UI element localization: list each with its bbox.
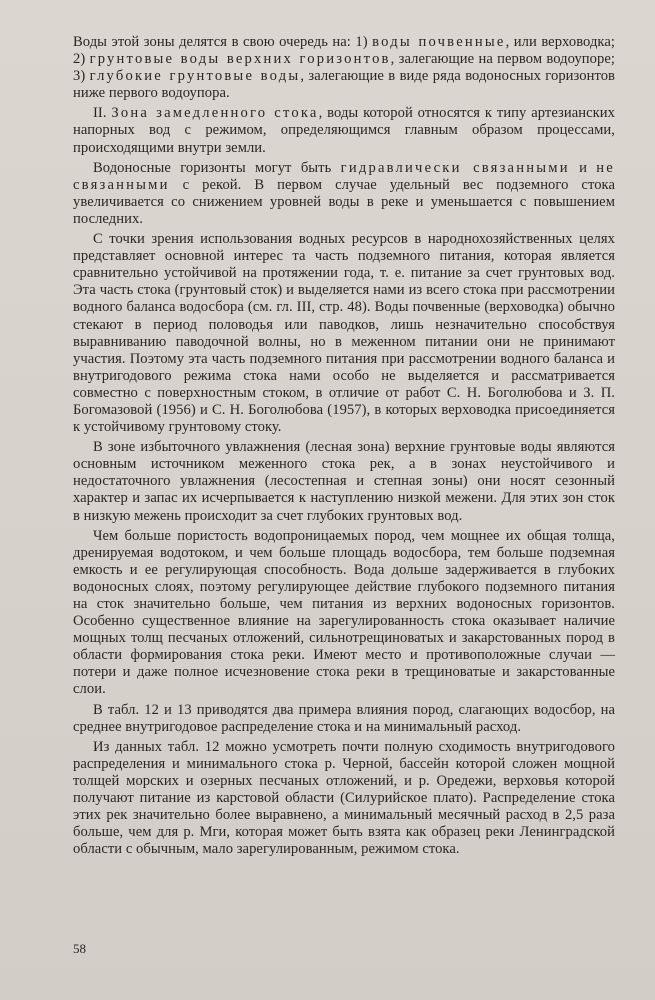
text-run: с рекой. В первом случае удельный вес подземного стока увеличивается со снижением уровней воды в реке и уменьшается с повышением последних. [73,176,615,227]
text-run: , или верховодка; 2) [73,34,615,68]
text-run: Водоносные горизонты могут быть [93,159,341,176]
paragraph-6 [73,528,615,699]
paragraph-3 [73,160,615,228]
spaced-term: воды почвенные [372,34,506,50]
text-run: , воды которой относятся к типу артезианских напорных вод с режимом, определяющимся главным образом процессами, происходящими внутри земли. [73,105,615,156]
paragraph-4 [73,231,615,436]
spaced-term: не связанными [73,159,615,193]
spaced-term: гидравлически связанными [340,159,570,176]
text-run: , залегающие на первом водоупоре; 3) [73,51,615,85]
paragraph-2 [73,105,615,156]
spaced-term: грунтовые воды верхних горизонтов [89,51,391,68]
text-run: , залегающие в виде ряда водоносных горизонтов ниже первого водоупора. [73,68,615,102]
text-run: Воды этой зоны делятся в свою очередь на: 1) [73,34,373,50]
text-run: В табл. 12 и 13 приводятся два примера влияния пород, слагающих водосбор, на среднее внутригодовое распределение стока и на минимальный расход. [73,701,615,735]
spaced-term: глубокие грунтовые воды [89,68,301,85]
paragraph-1 [73,34,615,102]
paragraph-5 [73,439,615,524]
text-run: Из данных табл. 12 можно усмотреть почти полную сходимость внутригодового распределения и минимального стока р. Черной, бассейн которой сложен мощной толщей морских и озерных песчаных отложений, и р. Оредежи, верховья которой получают питание из карстовой области (Силурийское плато). Распределение стока этих рек значительно более выравнено, а минимальный месячный расход в 2,5 раза больше, чем для р. Мги, которая может быть взята как образец реки Ленинградской области с обычным, мало зарегулированным, режимом стока. [73,738,615,858]
paragraph-7 [73,702,615,736]
spaced-term: Зона замедленного стока [111,105,319,122]
text-run: В зоне избыточного увлажнения (лесная зона) верхние грунтовые воды являются основным источником меженного стока рек, а в зонах неустойчивого и недостаточного увлажнения (лесостепная и степная зоны) они носят сезонный характер и запас их исчерпывается к наступлению низкой межени. Для этих зон сток в низкую межень происходит за счет глубоких грунтовых вод. [73,439,615,524]
text-run: Чем больше пористость водопроницаемых пород, чем мощнее их общая толща, дренируемая водотоком, и чем больше площадь водосбора, тем больше подземная емкость и ее регулирующая способность. Вода дольше задерживается в глубоких водоносных слоях, поэтому регулирующее действие глубокого подземного питания на сток значительно больше, чем питания из верхних водоносных горизонтов. Особенно существенное влияние на зарегулированность стока оказывает наличие мощных толщ песчаных отложений, сильнотрещиноватых и закарстованных пород в области формирования стока реки. Имеют место и противоположные случаи — потери и даже полное исчезновение стока реки в трещиноватые и закарстованные слои. [73,527,615,698]
page-number: 58 [73,941,86,956]
paragraph-8 [73,739,615,859]
text-run: С точки зрения использования водных ресурсов в народнохозяйственных целях представляет основной интерес та часть подземного питания, которая является сравнительно устойчивой на протяжении года, т. е. питание за счет грунтовых вод. Эта часть стока (грунтовый сток) и выделяется нами из всего стока при рассмотрении водного баланса водосбора (см. гл. III, стр. 48). Воды почвенные (верховодка) обычно стекают в период половодья или паводков, лишь незначительно способствуя выравниванию паводочной волны, но в меженном питании они не принимают участия. Поэтому эта часть подземного питания при рассмотрении водного баланса и внутригодового режима стока нами особо не выделяется и рассматривается совместно с поверхностным стоком, в отличие от работ С. Н. Боголюбова и З. П. Богомазовой (1956) и С. Н. Боголюбова (1957), в которых верховодка присоединяется к устойчивому грунтовому стоку. [73,231,615,436]
text-run: и [569,159,597,176]
body-text [73,34,615,861]
text-run: II. [93,105,112,122]
